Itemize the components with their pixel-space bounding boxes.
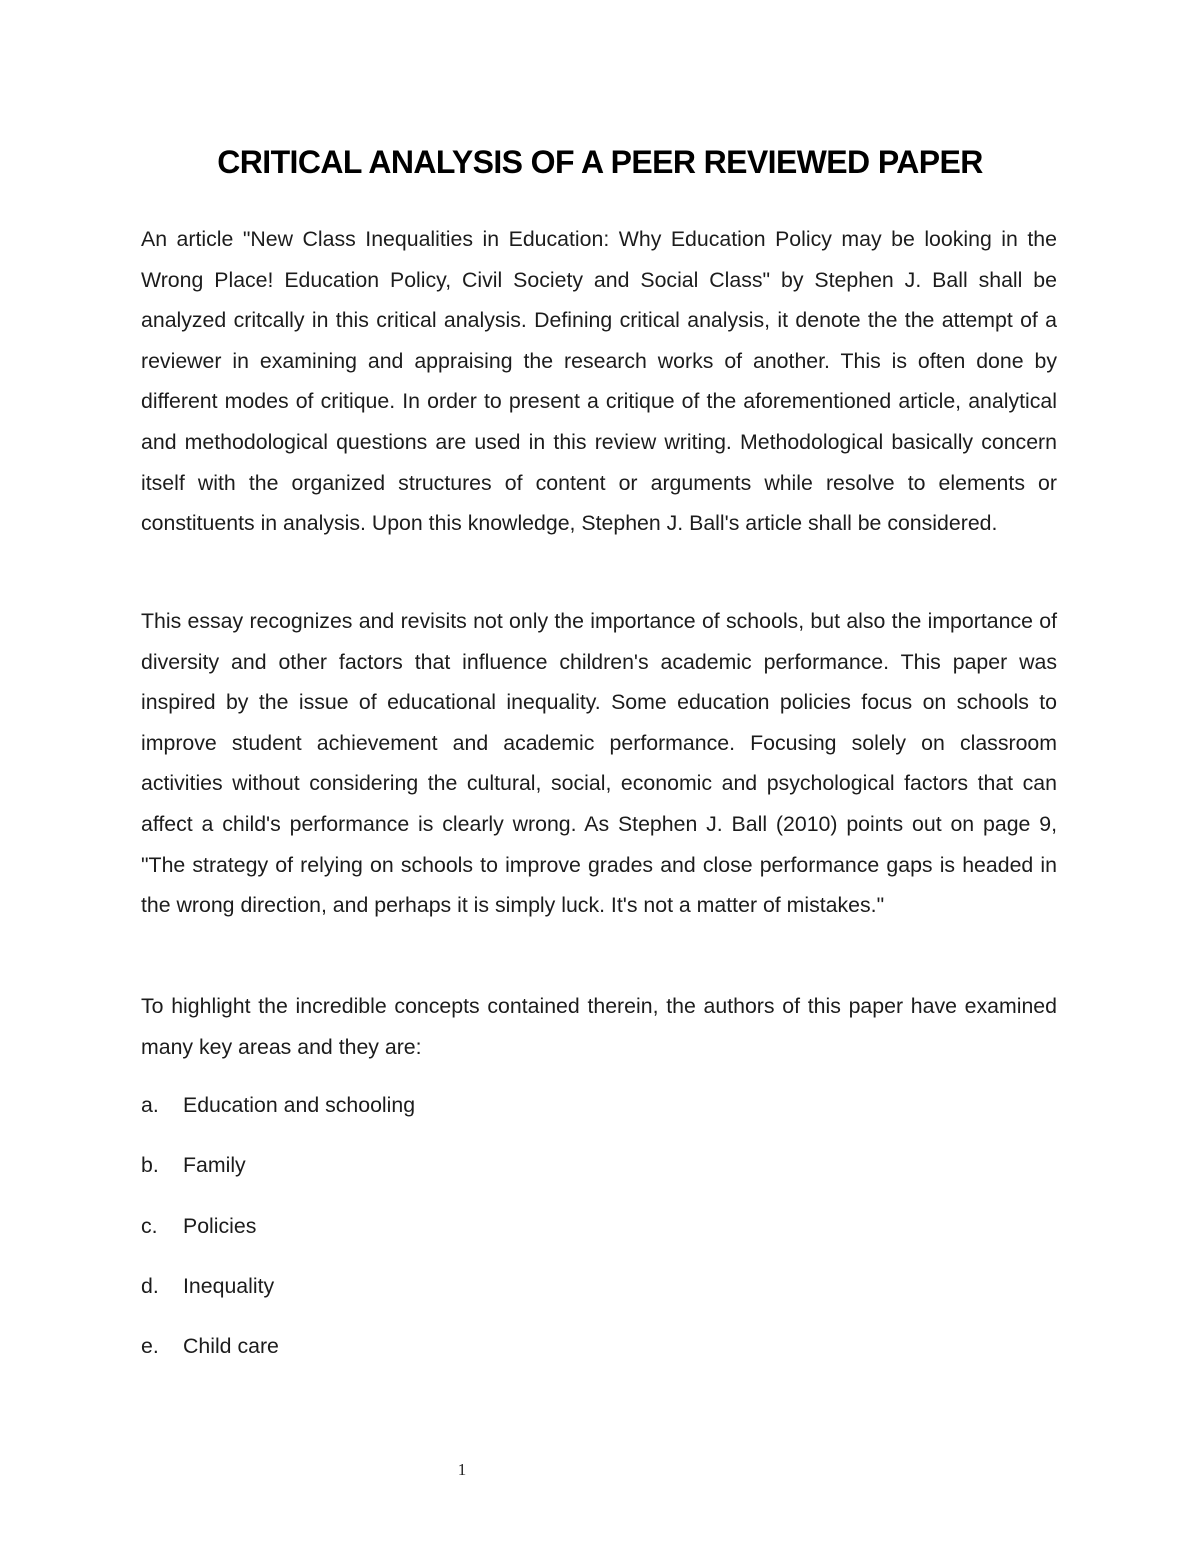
paragraph-key-areas-intro: To highlight the incredible concepts contained therein, the authors of this paper have examined many key areas and they are: [141,994,1057,1059]
list-item [141,1147,415,1207]
list-item-label: Policies [183,1213,257,1238]
paragraph-introduction: An article "New Class Inequalities in Education: Why Education Policy may be looking in the Wrong Place! Education Policy, Civil Society and Social Class" by Stephen J. Ball shall be analyzed critcally in this critical analysis. Defining critical analysis, it denote the the attempt of a reviewer in examining and appraising the research works of another. This is often done by different modes of critique. In order to present a critique of the aforementioned article, analytical and methodological questions are used in this review writing. Methodological basically concern itself with the organized structures of content or arguments while resolve to elements or constituents in analysis. Upon this knowledge, Stephen J. Ball's article shall be considered. [141,227,1057,536]
paragraph-essay-overview: This essay recognizes and revisits not only the importance of schools, but also the importance of diversity and other factors that influence children's academic performance. This paper was inspired by the issue of educational inequality. Some education policies focus on schools to improve student achievement and academic performance. Focusing solely on classroom activities without considering the cultural, social, economic and psychological factors that can affect a child's performance is clearly wrong. As Stephen J. Ball (2010) points out on page 9, "The strategy of relying on schools to improve grades and close performance gaps is headed in the wrong direction, and perhaps it is simply luck. It's not a matter of mistakes." [141,609,1057,918]
list-item [141,1328,415,1388]
list-marker: a. [141,1093,159,1117]
list-item [141,1208,415,1268]
list-marker: e. [141,1334,159,1359]
page-number: 1 [457,1460,467,1479]
list-marker: c. [141,1213,158,1238]
document-title: CRITICAL ANALYSIS OF A PEER REVIEWED PAPER [217,144,983,180]
key-areas-list [141,1087,415,1388]
list-marker: b. [141,1153,159,1178]
list-item-label: Inequality [183,1273,275,1298]
list-marker: d. [141,1273,159,1298]
list-item-label: Child care [183,1334,279,1359]
list-item-label: Education and schooling [183,1093,416,1117]
list-item [141,1087,415,1147]
list-item-label: Family [183,1153,246,1178]
list-item [141,1268,415,1328]
